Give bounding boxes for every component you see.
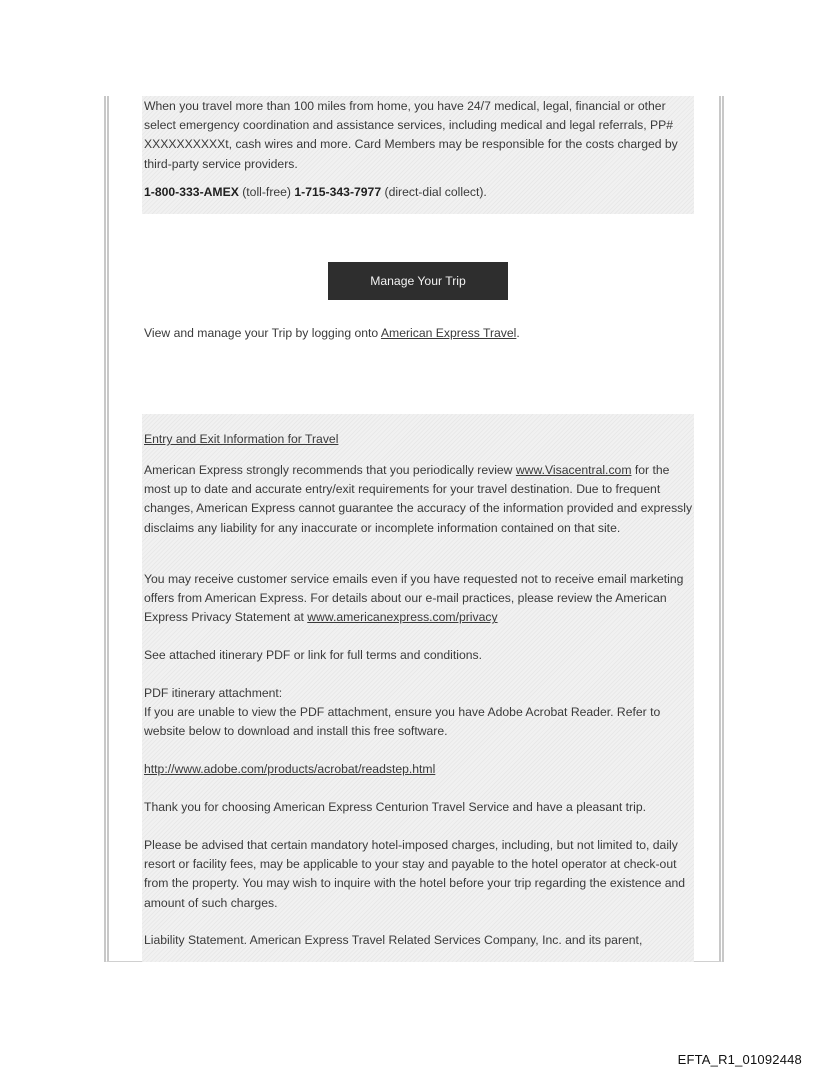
pdf-label: PDF itinerary attachment: (144, 686, 283, 700)
phone-tollfree: 1-800-333-AMEX (144, 185, 239, 199)
entry-exit-link[interactable]: Entry and Exit Information for Travel (144, 432, 339, 446)
liability-statement: Liability Statement. American Express Travel Related Services Company, Inc. and its parent, (144, 933, 643, 947)
manage-trip-text (144, 324, 694, 343)
pdf-text: If you are unable to view the PDF attachment, ensure you have Adobe Acrobat Reader. Refer to website below to download and install this free software. (144, 705, 661, 739)
entry-exit-text-before: American Express strongly recommends that you periodically review (144, 463, 516, 477)
adobe-link[interactable]: http://www.adobe.com/products/acrobat/readstep.html (144, 762, 436, 776)
entry-exit-paragraph (144, 461, 694, 538)
manage-text-after: . (516, 326, 520, 340)
emergency-phones (144, 183, 694, 202)
manage-text-before: View and manage your Trip by logging onto (144, 326, 381, 340)
entry-exit-heading (144, 430, 694, 449)
thanks-text: Thank you for choosing American Express Centurion Travel Service and have a pleasant trip. (144, 800, 646, 814)
terms-note: See attached itinerary PDF or link for full terms and conditions. (144, 648, 483, 662)
phone-collect: 1-715-343-7977 (294, 185, 382, 199)
privacy-paragraph (144, 570, 694, 628)
hotel-fees-paragraph: Please be advised that certain mandatory hotel-imposed charges, including, but not limited to, daily resort or facility fees, may be applicable to your stay and payable to the hotel operator at check-out from the property. You may wish to inquire with the hotel before your trip regarding the existence and amount of such charges. (144, 838, 686, 910)
document-id: EFTA_R1_01092448 (677, 1052, 802, 1067)
emergency-paragraph: When you travel more than 100 miles from home, you have 24/7 medical, legal, financial or other select emergency coordination and assistance services, including medical and legal referrals, PP# XXXXXXXXXXt, cash wires and more. Card Members may be responsible for the costs charged by third-party service providers. (144, 99, 678, 171)
adobe-link-line (144, 760, 694, 779)
tollfree-label: (toll-free) (238, 185, 295, 199)
visacentral-link[interactable]: www.Visacentral.com (515, 463, 632, 477)
collect-label: (direct-dial collect). (381, 185, 487, 199)
manage-your-trip-button[interactable]: Manage Your Trip (328, 262, 508, 300)
privacy-link[interactable]: www.americanexpress.com/privacy (307, 610, 498, 625)
entry-exit-text-after: for the most up to date and accurate entry/exit requirements for your travel destination. Due to frequent changes, American Express cannot guarantee the accuracy of the information provided and expressly disclaims any liability for any inaccurate or incomplete information contained on that site. (144, 463, 693, 535)
american-express-travel-link[interactable]: American Express Travel (380, 326, 517, 340)
privacy-text: You may receive customer service emails even if you have requested not to receive email marketing offers from American Express. For details about our e-mail practices, please review the American Express Privacy Statement at (144, 572, 684, 625)
